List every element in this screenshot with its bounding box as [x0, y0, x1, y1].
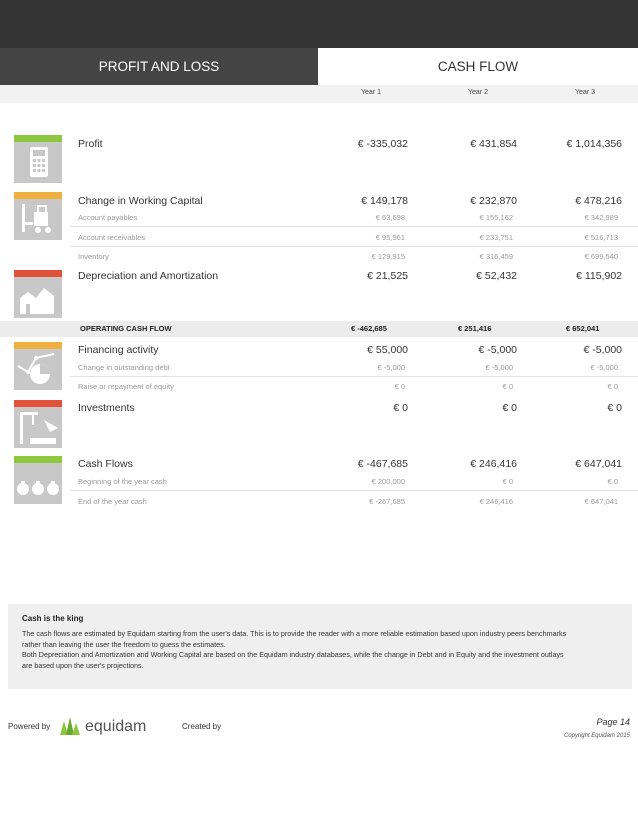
investments-year-1: € 0	[393, 402, 408, 414]
inventory-year-1: € 129,915	[371, 252, 405, 261]
depreciation-year-2: € 52,432	[476, 270, 517, 282]
forklift-icon	[14, 192, 62, 240]
end-cash-year-3: € 647,041	[584, 497, 618, 506]
equidam-logo-text: equidam	[85, 718, 147, 735]
profit-label: Profit	[78, 138, 103, 150]
row-divider	[70, 490, 638, 491]
inventory-year-3: € 699,540	[584, 252, 618, 261]
investments-label: Investments	[78, 402, 135, 414]
working-capital-label: Change in Working Capital	[78, 195, 203, 207]
year-1-header: Year 1	[361, 89, 381, 96]
depreciation-year-3: € 115,902	[576, 270, 622, 282]
page-number: Page 14	[596, 717, 630, 727]
account-payables-label: Account payables	[78, 213, 138, 222]
financing-label: Financing activity	[78, 344, 159, 356]
outstanding-debt-label: Change in outstanding debt	[78, 363, 170, 372]
beginning-cash-year-3: € 0	[607, 477, 618, 486]
end-cash-year-2: € 246,416	[479, 497, 513, 506]
account-receivables-year-1: € 95,961	[375, 233, 405, 242]
beginning-cash-year-1: € 200,000	[371, 477, 405, 486]
depreciation-label: Depreciation and Amortization	[78, 270, 219, 282]
row-divider	[70, 226, 638, 227]
financing-year-3: € -5,000	[583, 344, 622, 356]
year-header-row	[0, 85, 638, 103]
tab-cash-flow[interactable]: CASH FLOW	[318, 48, 638, 85]
account-receivables-label: Account receivables	[78, 233, 146, 242]
year-2-header: Year 2	[468, 89, 488, 96]
operating-cash-flow-label: OPERATING CASH FLOW	[80, 324, 172, 333]
pie-chart-glyph	[14, 342, 62, 390]
account-payables-year-1: € 63,698	[375, 213, 405, 222]
factory-glyph	[14, 400, 62, 448]
investments-year-3: € 0	[607, 402, 622, 414]
powered-by-text: Powered by	[8, 722, 51, 731]
investments-year-2: € 0	[502, 402, 517, 414]
calculator-icon	[14, 135, 62, 183]
cash-is-king-note	[8, 604, 632, 689]
outstanding-debt-year-2: € -5,000	[485, 363, 513, 372]
tab-bar	[0, 48, 638, 85]
cash-flows-label: Cash Flows	[78, 458, 133, 470]
end-cash-year-1: € -267,685	[369, 497, 405, 506]
inventory-label: Inventory	[78, 252, 109, 261]
account-payables-year-2: € 155,162	[479, 213, 513, 222]
money-bags-glyph	[14, 456, 62, 504]
end-cash-label: End of the year cash	[78, 497, 147, 506]
row-divider	[70, 246, 638, 247]
equidam-logo-mark	[58, 713, 158, 737]
note-title: Cash is the king	[22, 614, 84, 623]
calculator-glyph	[14, 135, 62, 183]
account-payables-year-3: € 342,989	[584, 213, 618, 222]
equity-label: Raise or repayment of equity	[78, 382, 174, 391]
outstanding-debt-year-1: € -5,000	[377, 363, 405, 372]
note-line: are based upon the user's projections.	[22, 660, 144, 670]
row-divider	[70, 376, 638, 377]
profit-year-2: € 431,854	[470, 138, 517, 150]
tab-profit-and-loss[interactable]: PROFIT AND LOSS	[0, 48, 318, 85]
operating-cash-flow-row	[0, 321, 638, 337]
inventory-year-2: € 316,459	[479, 252, 513, 261]
working-capital-year-3: € 478,216	[575, 195, 622, 207]
working-capital-year-2: € 232,870	[470, 195, 517, 207]
profit-year-3: € 1,014,356	[566, 138, 622, 150]
operating-cash-flow-year-3: € 652,041	[566, 324, 600, 333]
profit-year-1: € -335,032	[357, 138, 408, 150]
top-bar	[0, 0, 638, 48]
note-line: Both Depreciation and Amortization and Working Capital are based on the Equidam industry databases, while the change in Debt and in Equity and the investment outlays	[22, 650, 564, 659]
building-icon	[14, 270, 62, 318]
equity-year-2: € 0	[502, 382, 513, 391]
account-receivables-year-2: € 233,751	[479, 233, 513, 242]
note-line: rather than leaving the user the freedom to guess the estimates.	[22, 639, 226, 649]
operating-cash-flow-year-2: € 251,416	[458, 324, 492, 333]
working-capital-year-1: € 149,178	[361, 195, 408, 207]
money-bags-icon	[14, 456, 62, 504]
copyright-text: Copyright Equidam 2015	[563, 733, 630, 739]
financing-year-2: € -5,000	[478, 344, 517, 356]
forklift-glyph	[14, 192, 62, 240]
note-line: The cash flows are estimated by Equidam starting from the user's data. This is to provide the reader with a more reliable estimation based upon industry peers benchmarks	[22, 629, 567, 638]
created-by-text: Created by	[182, 722, 222, 731]
equity-year-1: € 0	[394, 382, 405, 391]
equity-year-3: € 0	[607, 382, 618, 391]
pie-chart-icon	[14, 342, 62, 390]
cash-flows-year-3: € 647,041	[575, 458, 622, 470]
beginning-cash-year-2: € 0	[502, 477, 513, 486]
depreciation-year-1: € 21,525	[367, 270, 408, 282]
account-receivables-year-3: € 516,713	[584, 233, 618, 242]
outstanding-debt-year-3: € -5,000	[590, 363, 618, 372]
year-3-header: Year 3	[575, 89, 595, 96]
factory-icon	[14, 400, 62, 448]
building-glyph	[14, 270, 62, 318]
cash-flows-year-1: € -467,685	[357, 458, 408, 470]
operating-cash-flow-year-1: € -462,685	[351, 324, 387, 333]
financing-year-1: € 55,000	[367, 344, 408, 356]
beginning-cash-label: Beginning of the year cash	[78, 477, 167, 486]
cash-flows-year-2: € 246,416	[470, 458, 517, 470]
equidam-logo	[58, 713, 158, 737]
